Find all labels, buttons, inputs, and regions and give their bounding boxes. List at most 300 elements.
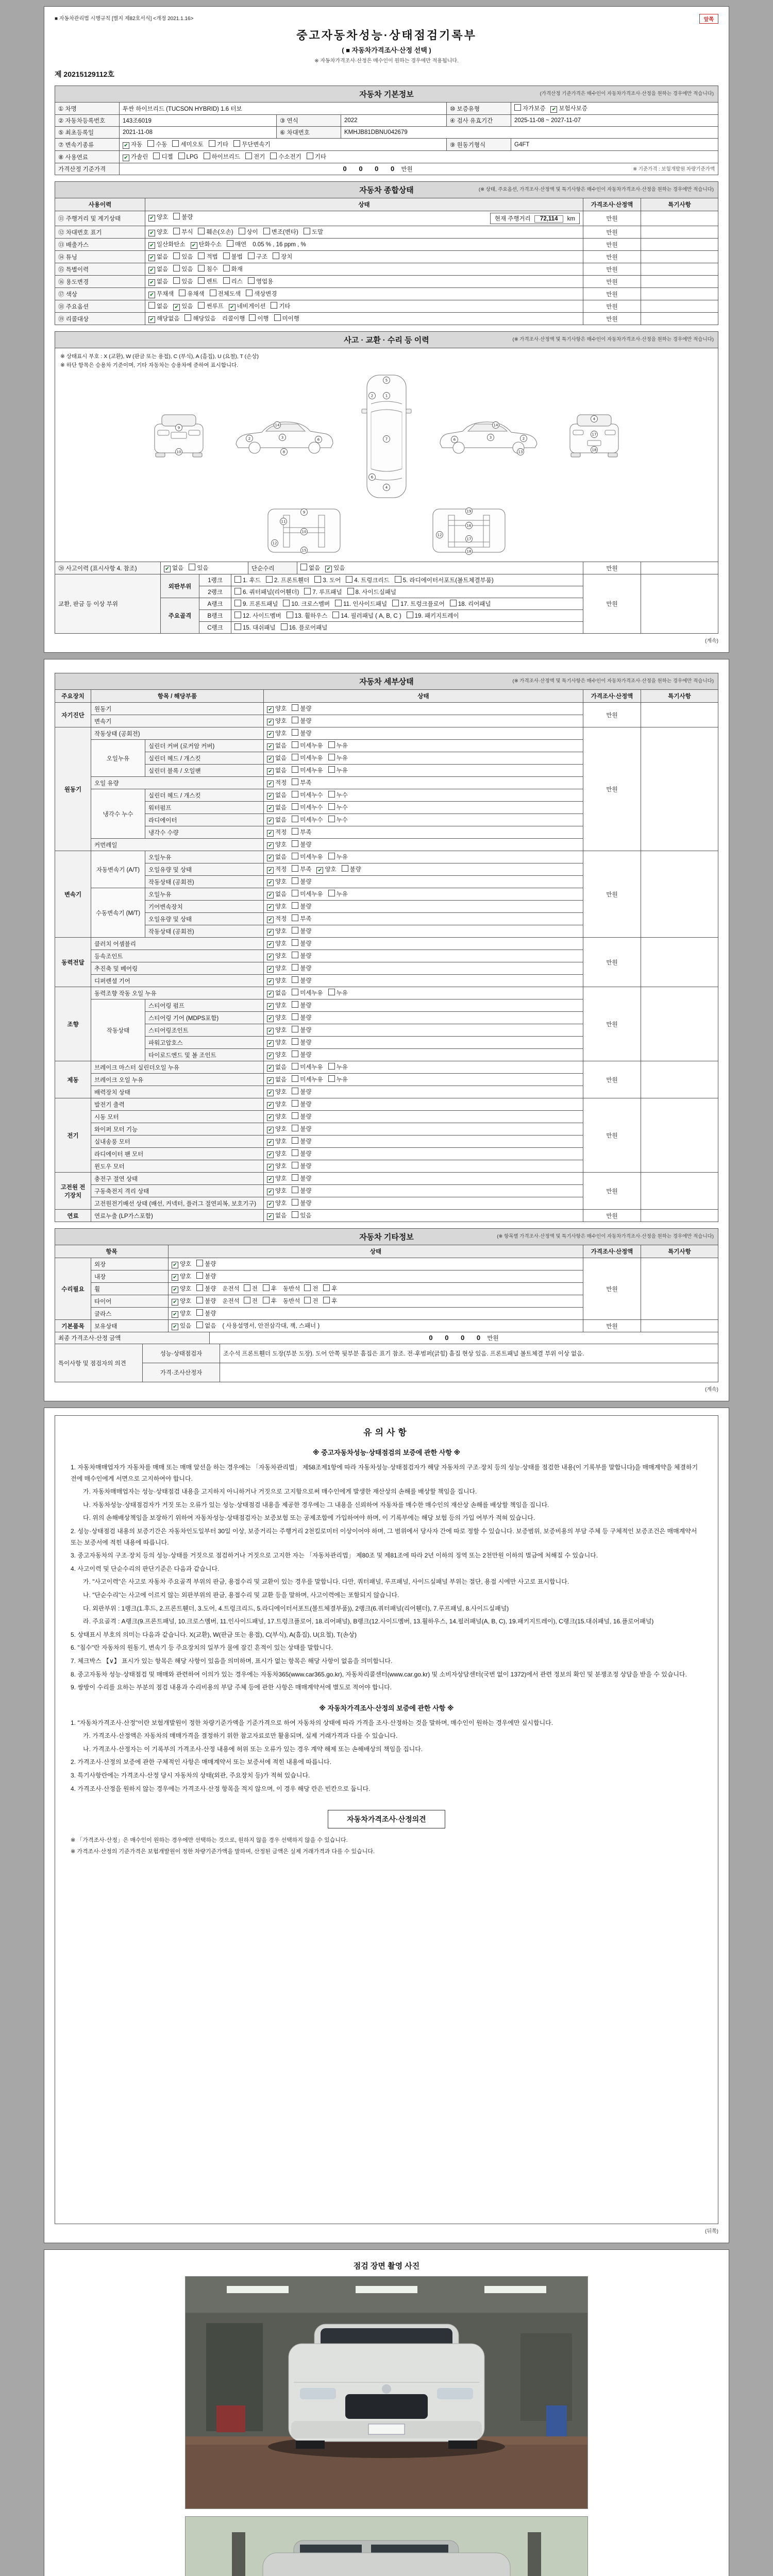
checkbox-후[interactable]: 후 [323,1284,337,1293]
checkbox-1. 후드[interactable]: 1. 후드 [234,576,261,584]
checkbox-불량[interactable]: 불량 [292,840,311,849]
checkbox-부족[interactable]: 부족 [292,914,311,923]
checkbox-무단변속기[interactable]: 무단변속기 [233,140,271,148]
checkbox-불량[interactable]: 불량 [196,1297,216,1305]
checkbox-있음[interactable]: 있음 [189,564,208,572]
checkbox-불량[interactable]: 불량 [292,877,311,886]
checkbox-없음[interactable]: ✔ 없음 [267,853,287,861]
checkbox-양호[interactable]: ✔ 양호 [267,1038,287,1047]
checkbox-미세누유[interactable]: 미세누유 [292,766,323,774]
checkbox-누유[interactable]: 누유 [328,741,348,750]
checkbox-양호[interactable]: ✔ 양호 [267,964,287,973]
car-diagram-side-right [435,416,543,457]
checkbox-네비게이션[interactable]: ✔ 네비게이션 [229,302,266,311]
checkbox-침수[interactable]: 침수 [198,265,217,273]
checkbox-불량[interactable]: 불량 [292,1137,311,1145]
checkbox-불량[interactable]: 불량 [292,964,311,972]
checkbox-4. 트렁크리드[interactable]: 4. 트렁크리드 [346,576,389,584]
box-note: ※ 「가격조사·산정」은 매수인이 원하는 경우에만 선택하는 것으로, 원하지 않을 경우 선택하지 않을 수 있습니다. [71,1837,348,1844]
checkbox-양호[interactable]: ✔ 양호 [172,1284,191,1293]
photo-section-title: 점검 장면 촬영 사진 [353,2262,420,2270]
svg-text:1: 1 [385,394,388,398]
svg-text:14: 14 [493,423,498,428]
checkbox-없음[interactable]: ✔ 없음 [148,265,168,274]
checkbox-리스[interactable]: 리스 [223,277,243,285]
notice-item: 나. 자동차성능·상태점검자가 거짓 또는 오류가 있는 성능·상태점검 내용을 제공한 경우에는 그 내용을 신뢰하여 자동차를 매수한 매수인의 재산상 손해를 배상할 책임을 집니다. [83,1501,549,1509]
checkbox-17. 트렁크플로어[interactable]: 17. 트렁크플로어 [392,600,445,608]
checkbox-자가보증[interactable]: 자가보증 [514,104,545,112]
checkbox-전[interactable]: 전 [304,1297,318,1305]
checkbox-불량[interactable]: 불량 [292,952,311,960]
page-4 [44,2249,729,2576]
checkbox-불량[interactable]: 불량 [292,1050,311,1059]
page-3 [44,1408,729,2243]
checkbox-미세누유[interactable]: 미세누유 [292,1063,323,1071]
checkbox-불량[interactable]: 불량 [292,1125,311,1133]
checkbox-불법[interactable]: 불법 [223,252,243,261]
table-row: 변속기 ✔ 양호 불량 [55,715,718,727]
car-diagram-front [145,411,212,462]
checkbox-누유[interactable]: 누유 [328,890,348,898]
notices-box [55,1415,718,2224]
section-basic-note: (가격산정 기준가격은 매수인이 자동차가격조사·산정을 원하는 경우에만 적습니다) [540,91,714,97]
checkbox-불량[interactable]: 불량 [292,729,311,737]
table-row: 오일유량 및 상태 ✔ 적정 부족 [55,913,718,925]
checkbox-양호[interactable]: ✔ 양호 [267,976,287,985]
section-history-title: 사고 · 교환 · 수리 등 이력 [344,336,429,345]
checkbox-13. 휠하우스[interactable]: 13. 휠하우스 [287,612,328,620]
checkbox-불량[interactable]: 불량 [292,1013,311,1022]
section-basic-header [55,86,718,103]
notice-item: 다. 위의 손해배상책임을 보장하기 위하여 자동차성능·상태점검자는 보증보험 또는 공제조합에 가입하여야 하며, 이 기록부에는 해당 보험 등의 가입 여부가 적혀 있습니다. [83,1514,535,1522]
checkbox-적정[interactable]: ✔ 적정 [267,828,287,837]
svg-text:17: 17 [592,432,597,437]
checkbox-적정[interactable]: ✔ 적정 [267,778,287,787]
checkbox-누수[interactable]: 누수 [328,803,348,811]
checkbox-해당있음[interactable]: 해당있음 [184,314,215,323]
checkbox-수동[interactable]: 수동 [147,140,167,148]
final-price-value: 0 0 0 0 만원 [210,1332,718,1344]
opinion-label: 특이사항 및 점검자의 의견 [55,1344,143,1382]
checkbox-무채색[interactable]: ✔ 무채색 [148,290,174,298]
first-registration-label: ⑤ 최초등록일 [55,127,120,139]
checkbox-있음[interactable]: 있음 [173,265,193,273]
document-number: 제 20215129112호 [55,70,114,78]
inspection-period-label: ④ 검사 유효기간 [447,115,511,127]
table-row: 2랭크 6. 쿼터패널(리어휀더) 7. 루프패널 8. 사이드실패널 [55,586,718,598]
checkbox-있음[interactable]: ✔ 있음 [173,302,193,311]
checkbox-7. 루프패널[interactable]: 7. 루프패널 [304,588,342,596]
checkbox-양호[interactable]: ✔ 양호 [267,877,287,886]
checkbox-적정[interactable]: ✔ 적정 [267,914,287,923]
checkbox-없음[interactable]: ✔ 없음 [267,803,287,812]
checkbox-변조(변타)[interactable]: 변조(변타) [263,228,298,236]
checkbox-있음[interactable]: 있음 [173,252,193,261]
checkbox-양호[interactable]: ✔ 양호 [267,1088,287,1096]
svg-text:12: 12 [437,533,442,537]
checkbox-미세누수[interactable]: 미세누수 [292,816,323,824]
svg-text:9: 9 [303,510,306,515]
notice-item: 4. 가격조사·산정을 원하지 않는 경우에는 가격조사·산정 항목을 적지 않으며, 이 경우 해당 란은 빈칸으로 둡니다. [71,1785,371,1792]
table-row: 디퍼렌셜 기어 ✔ 양호 불량 [55,975,718,987]
transmission-checks [120,139,447,151]
svg-text:5: 5 [385,378,388,383]
checkbox-불량[interactable]: 불량 [292,1187,311,1195]
car-diagram-underbody-rear [425,505,513,556]
checkbox-양호[interactable]: ✔ 양호 [267,1174,287,1183]
checkbox-기타[interactable]: 기타 [307,152,326,161]
checkbox-적법[interactable]: 적법 [198,252,217,261]
section-basic-title: 자동차 기본정보 [359,90,414,99]
checkbox-불량[interactable]: 불량 [292,927,311,935]
checkbox-없음[interactable]: ✔ 없음 [267,1075,287,1084]
checkbox-렌트[interactable]: 렌트 [198,277,217,285]
checkbox-없음[interactable]: ✔ 없음 [148,252,168,261]
checkbox-누유[interactable]: 누유 [328,766,348,774]
checkbox-있음[interactable]: ✔ 있음 [325,564,345,572]
base-price-value: 0 0 0 0 만원 ※ 기준가격 : 보험개발원 차량기준가액 [120,163,718,175]
checkbox-하이브리드[interactable]: 하이브리드 [204,152,241,161]
table-row: 기본품목 보유상태 ✔ 있음 없음 ( 사용설명서, 안전삼각대, 잭, 스패너 ) 만원 [55,1320,718,1332]
checkbox-불량[interactable]: 불량 [292,976,311,985]
checkbox-6. 쿼터패널(리어휀더)[interactable]: 6. 쿼터패널(리어휀더) [234,588,299,596]
checkbox-불량[interactable]: 불량 [292,717,311,725]
etc-header-state: 상태 [169,1245,583,1258]
table-row: ⑮ 특별이력 ✔ 없음 있음 침수 화재 만원 [55,263,718,276]
checkbox-누유[interactable]: 누유 [328,989,348,997]
checkbox-매연[interactable]: 매연 [227,240,246,248]
checkbox-8. 사이드실패널[interactable]: 8. 사이드실패널 [347,588,396,596]
basic-info-table [55,102,718,175]
section-etc-note: (※ 항목별 가격조사·산정액 및 특기사항은 매수인이 자동차가격조사·산정을 원하는 경우에만 적습니다) [497,1233,714,1240]
checkbox-양호[interactable]: ✔ 양호 [267,717,287,725]
form-reference: ■ 자동차관리법 시행규칙 [별지 제82호서식] <개정 2021.1.16> [55,16,194,22]
table-row: 시동 모터 ✔ 양호 불량 [55,1111,718,1123]
checkbox-양호[interactable]: ✔ 양호 [316,865,336,874]
table-row: C랭크 15. 대쉬패널 16. 플로어패널 [55,622,718,634]
table-row: 실린더 블록 / 오일팬 ✔ 없음 미세누유 누유 [55,765,718,777]
checkbox-전기[interactable]: 전기 [245,152,265,161]
checkbox-누유[interactable]: 누유 [328,754,348,762]
checkbox-양호[interactable]: ✔ 양호 [267,1199,287,1208]
notice-item: 1. "자동차가격조사·산정"이란 보험개발원이 정한 차량기준가액을 기준가격으로 하여 자동차의 상태에 따라 가격을 조사·산정하는 것을 말하며, 매수인이 원하는 경우에만 실시합니다. [71,1719,553,1726]
checkbox-9. 프론트패널[interactable]: 9. 프론트패널 [234,600,278,608]
checkbox-적정[interactable]: ✔ 적정 [267,865,287,874]
checkbox-기타[interactable]: 기타 [271,302,290,310]
checkbox-없음[interactable]: ✔ 없음 [267,766,287,775]
simple-repair-label: 단순수리 [248,562,297,574]
etc-info-table [55,1245,718,1332]
checkbox-양호[interactable]: ✔ 양호 [267,1125,287,1133]
checkbox-없음[interactable]: ✔ 없음 [267,890,287,899]
checkbox-불량[interactable]: 불량 [342,865,361,873]
checkbox-훼손(오손)[interactable]: 훼손(오손) [198,228,233,236]
svg-text:15: 15 [301,548,307,553]
model-year-label: ③ 연식 [277,115,341,127]
checkbox-양호[interactable]: ✔ 양호 [267,927,287,936]
table-row [55,562,718,574]
checkbox-없음[interactable]: ✔ 없음 [267,989,287,997]
checkbox-불량[interactable]: 불량 [292,1149,311,1158]
table-row: 수리필요 외장 ✔ 양호 불량 만원 [55,1258,718,1270]
checkbox-양호[interactable]: ✔ 양호 [267,1100,287,1109]
table-row: 오일 유량 ✔ 적정 부족 [55,777,718,789]
checkbox-후[interactable]: 후 [263,1297,277,1305]
checkbox-불량[interactable]: 불량 [292,1100,311,1108]
checkbox-양호[interactable]: ✔ 양호 [267,840,287,849]
checkbox-구조[interactable]: 구조 [248,252,267,261]
checkbox-불량[interactable]: 불량 [196,1260,216,1268]
checkbox-미세누유[interactable]: 미세누유 [292,989,323,997]
checkbox-장치[interactable]: 장치 [273,252,292,261]
checkbox-누수[interactable]: 누수 [328,791,348,799]
accident-history-table [55,562,718,574]
checkbox-미세누수[interactable]: 미세누수 [292,803,323,811]
checkbox-양호[interactable]: ✔ 양호 [172,1260,191,1268]
checkbox-불량[interactable]: 불량 [292,1088,311,1096]
checkbox-양호[interactable]: ✔ 양호 [267,1137,287,1146]
checkbox-양호[interactable]: ✔ 양호 [267,952,287,960]
table-row: 실린더 헤드 / 개스킷 ✔ 없음 미세누유 누유 [55,752,718,765]
inspector-role-label: 성능·상태점검자 [143,1344,220,1363]
checkbox-미세누수[interactable]: 미세누수 [292,791,323,799]
checkbox-전[interactable]: 전 [304,1284,318,1293]
checkbox-탄화수소[interactable]: ✔ 탄화수소 [191,240,222,249]
checkbox-양호[interactable]: ✔ 양호 [267,1187,287,1195]
checkbox-상이[interactable]: 상이 [239,228,258,236]
table-row: 브레이크 오일 누유 ✔ 없음 미세누유 누유 [55,1074,718,1086]
checkbox-미세누유[interactable]: 미세누유 [292,741,323,750]
detail-header-price: 가격조사·산정액 [583,690,641,703]
checkbox-불량[interactable]: 불량 [196,1284,216,1293]
checkbox-유채색[interactable]: 유채색 [179,290,204,298]
checkbox-18. 리어패널[interactable]: 18. 리어패널 [450,600,491,608]
notice-item: 5. 상태표시 부호의 의미는 다음과 같습니다. X(교환), W(판금 또는 용접), C(부식), A(흠집), U(요철), T(손상) [71,1631,357,1638]
checkbox-양호[interactable]: ✔ 양호 [267,939,287,948]
checkbox-이행[interactable]: 이행 [249,314,268,323]
svg-text:6: 6 [453,437,456,442]
svg-text:18: 18 [466,549,472,554]
checkbox-15. 대쉬패널[interactable]: 15. 대쉬패널 [234,623,276,632]
checkbox-일산화탄소[interactable]: ✔ 일산화탄소 [148,240,186,249]
svg-text:17: 17 [466,537,472,541]
checkbox-후[interactable]: 후 [323,1297,337,1305]
table-row: 오일누유 실린더 커버 (로커암 커버) ✔ 없음 미세누유 누유 [55,740,718,752]
checkbox-색상변경[interactable]: 색상변경 [246,290,277,298]
table-header-row [55,690,718,703]
checkbox-없음[interactable]: ✔ 없음 [267,754,287,762]
checkbox-없음[interactable]: ✔ 없음 [267,1063,287,1072]
checkbox-부식[interactable]: 부식 [173,228,193,236]
checkbox-불량[interactable]: 불량 [292,1112,311,1121]
final-price-label: 최종 가격조사·산정 금액 [55,1332,210,1344]
section-detail-title: 자동차 세부상태 [359,677,414,686]
checkbox-12. 사이드멤버[interactable]: 12. 사이드멤버 [234,612,281,620]
checkbox-썬루프[interactable]: 썬루프 [198,302,223,310]
checkbox-불량[interactable]: 불량 [196,1309,216,1317]
final-price-table [55,1332,718,1344]
checkbox-불량[interactable]: 불량 [292,939,311,947]
notices-section-heading: ※ 자동차가격조사·산정의 보증에 관한 사항 ※ [319,1704,454,1712]
checkbox-영업용[interactable]: 영업용 [248,277,273,285]
checkbox-16. 플로어패널[interactable]: 16. 플로어패널 [281,623,328,632]
checkbox-미세누유[interactable]: 미세누유 [292,754,323,762]
checkbox-부족[interactable]: 부족 [292,865,311,873]
notice-item: 가. 가격조사·산정액은 자동차의 매매가격을 결정하기 위한 참고자료로만 활용되며, 실제 거래가격과 다를 수 있습니다. [83,1732,398,1740]
table-row: 조향 동력조향 작동 오일 누유 ✔ 없음 미세누유 누유 만원 [55,987,718,999]
svg-text:3: 3 [489,435,492,440]
checkbox-미이행[interactable]: 미이행 [274,314,299,323]
table-row [55,1363,718,1382]
odometer-box: 현재 주행거리 72,114 km [490,213,580,224]
checkbox-기타[interactable]: 기타 [209,140,228,148]
table-row: 등속조인트 ✔ 양호 불량 [55,950,718,962]
table-row: 오일유량 및 상태 ✔ 적정 부족 ✔ 양호 불량 [55,863,718,876]
checkbox-해당없음[interactable]: ✔ 해당없음 [148,314,179,323]
checkbox-11. 인사이드패널[interactable]: 11. 인사이드패널 [335,600,387,608]
checkbox-누수[interactable]: 누수 [328,816,348,824]
checkbox-있음[interactable]: 있음 [292,1211,311,1219]
checkbox-불량[interactable]: 불량 [292,1026,311,1034]
checkbox-양호[interactable]: ✔ 양호 [267,1050,287,1059]
checkbox-양호[interactable]: ✔ 양호 [267,1149,287,1158]
checkbox-양호[interactable]: ✔ 양호 [172,1309,191,1318]
checkbox-없음[interactable]: ✔ 없음 [148,277,168,286]
checkbox-보험사보증[interactable]: ✔ 보험사보증 [550,104,587,113]
checkbox-양호[interactable]: ✔ 양호 [267,704,287,713]
checkbox-없음[interactable]: ✔ 없음 [267,1211,287,1220]
checkbox-없음[interactable]: ✔ 없음 [267,791,287,800]
overall-header-price: 가격조사·산정액 [583,198,641,211]
checkbox-2. 프론트휀더[interactable]: 2. 프론트휀더 [266,576,309,584]
table-header-row [55,1245,718,1258]
table-row: 스티어링 기어 (MDPS포함) ✔ 양호 불량 [55,1012,718,1024]
checkbox-있음[interactable]: 있음 [173,277,193,285]
table-row: 동력전달 클러치 어셈블리 ✔ 양호 불량 만원 [55,938,718,950]
checkbox-가솔린[interactable]: ✔ 가솔린 [123,152,148,161]
checkbox-수소전기[interactable]: 수소전기 [270,152,301,161]
fuel-label: ⑧ 사용연료 [55,151,120,163]
checkbox-전[interactable]: 전 [244,1284,258,1293]
checkbox-전[interactable]: 전 [244,1297,258,1305]
inspector-opinion-text: 조수석 프론트휀더 도장(부분 도장). 도어 안쪽 뒷부분 흠집은 표기 참조. 전·후범퍼(긁힘) 흠집 현상 있음. 프론트패널 볼트체결 부위 이상 없음. [220,1344,718,1363]
checkbox-불량[interactable]: 불량 [196,1272,216,1280]
checkbox-양호[interactable]: ✔ 양호 [148,228,168,236]
table-row: 주요골격 A랭크 9. 프론트패널 10. 크로스멤버 11. 인사이드패널 17. 트렁크플로어 18. 리어패널 [55,598,718,610]
table-row: 추진축 및 베어링 ✔ 양호 불량 [55,962,718,975]
diagram-basis-note: ※ 하단 항목은 승용차 기준이며, 기타 자동차는 승용차에 준하여 표시합니다. [60,362,239,368]
table-row: 변속기 자동변속기 (A/T) 오일누유 ✔ 없음 미세누유 누유 만원 [55,851,718,863]
table-row: 휠 ✔ 양호 불량 운전석 전 후 동반석 전 후 [55,1283,718,1295]
engine-type-label: ⑨ 원동기형식 [447,139,511,151]
checkbox-누유[interactable]: 누유 [328,853,348,861]
section-detail-header [55,673,718,690]
checkbox-화재[interactable]: 화재 [223,265,243,273]
checkbox-3. 도어[interactable]: 3. 도어 [314,576,341,584]
checkbox-자동[interactable]: ✔ 자동 [123,140,142,149]
checkbox-5. 라디에이터서포트(볼트체결부품)[interactable]: 5. 라디에이터서포트(볼트체결부품) [395,576,494,584]
checkbox-전체도색[interactable]: 전체도색 [210,290,241,298]
checkbox-19. 패키지트레이[interactable]: 19. 패키지트레이 [407,612,459,620]
checkbox-누유[interactable]: 누유 [328,1075,348,1083]
etc-header-price: 가격조사·산정액 [583,1245,641,1258]
checkbox-없음[interactable]: ✔ 없음 [267,816,287,824]
svg-text:10: 10 [301,530,307,534]
checkbox-불량[interactable]: 불량 [292,1001,311,1009]
panel-exchange-table [55,574,718,634]
checkbox-불량[interactable]: 불량 [173,213,193,221]
table-row: 글라스 ✔ 양호 불량 [55,1308,718,1320]
section-overall-note: (※ 상태, 주요옵션, 가격조사·산정액 및 특기사항은 매수인이 자동차가격조사·산정을 원하는 경우에만 적습니다) [478,187,714,193]
checkbox-LPG[interactable]: LPG [178,152,198,160]
checkbox-불량[interactable]: 불량 [292,1162,311,1170]
table-row: ⑭ 튜닝 ✔ 없음 있음 적법 불법 구조 장치 만원 [55,251,718,263]
checkbox-양호[interactable]: ✔ 양호 [267,1013,287,1022]
checkbox-불량[interactable]: 불량 [292,1038,311,1046]
checkbox-있음[interactable]: ✔ 있음 [172,1321,191,1330]
checkbox-양호[interactable]: ✔ 양호 [267,729,287,738]
checkbox-불량[interactable]: 불량 [292,1199,311,1207]
checkbox-불량[interactable]: 불량 [292,1174,311,1182]
checkbox-미세누유[interactable]: 미세누유 [292,1075,323,1083]
checkbox-후[interactable]: 후 [263,1284,277,1293]
checkbox-누유[interactable]: 누유 [328,1063,348,1071]
checkbox-불량[interactable]: 불량 [292,902,311,910]
table-row: 냉각수 누수 실린더 헤드 / 개스킷 ✔ 없음 미세누수 누수 [55,789,718,802]
warranty-type-label: ⑩ 보증유형 [447,103,511,115]
table-row [55,1332,718,1344]
checkbox-14. 필러패널 ( A, B, C )[interactable]: 14. 필러패널 ( A, B, C ) [332,612,401,620]
checkbox-미세누유[interactable]: 미세누유 [292,853,323,861]
checkbox-없음[interactable]: ✔ 없음 [164,564,183,572]
inline-text: 동반석 [282,1298,300,1304]
checkbox-양호[interactable]: ✔ 양호 [267,1026,287,1035]
inspection-photo-front [185,2276,588,2509]
checkbox-양호[interactable]: ✔ 양호 [267,1162,287,1171]
checkbox-양호[interactable]: ✔ 양호 [172,1297,191,1306]
checkbox-부족[interactable]: 부족 [292,778,311,787]
table-row [55,115,718,127]
model-year-value: 2022 [341,115,447,127]
checkbox-없음[interactable]: 없음 [300,564,320,572]
checkbox-디젤[interactable]: 디젤 [153,152,173,161]
checkbox-없음[interactable]: 없음 [148,302,168,310]
checkbox-양호[interactable]: ✔ 양호 [267,1001,287,1010]
checkbox-양호[interactable]: ✔ 양호 [148,213,168,222]
checkbox-양호[interactable]: ✔ 양호 [172,1272,191,1281]
detail-header-state: 상태 [264,690,583,703]
checkbox-양호[interactable]: ✔ 양호 [267,902,287,911]
checkbox-도말[interactable]: 도말 [304,228,323,236]
svg-text:3: 3 [281,435,284,440]
checkbox-10. 크로스멤버[interactable]: 10. 크로스멤버 [283,600,330,608]
section-etc-title: 자동차 기타정보 [359,1233,414,1242]
svg-text:18: 18 [592,448,597,452]
notice-item: 라. 주요골격 : A랭크(9.프론트패널, 10.크로스멤버, 11.인사이드패널, 17.트렁크플로어, 18.리어패널), B랭크(12.사이드멤버, 13.휠하우스, 14.필러패널(A, B, C), 19.패키지트레이), C랭크(15.대쉬패널, 16.플로어패널) [83,1618,654,1625]
checkbox-없음[interactable]: ✔ 없음 [267,741,287,750]
detail-condition-table [55,689,718,1222]
table-row [55,1344,718,1363]
checkbox-세미오토[interactable]: 세미오토 [172,140,203,148]
checkbox-부족[interactable]: 부족 [292,828,311,836]
checkbox-없음[interactable]: 없음 [196,1321,216,1330]
checkbox-불량[interactable]: 불량 [292,704,311,713]
checkbox-양호[interactable]: ✔ 양호 [267,1112,287,1121]
svg-text:6: 6 [317,437,320,442]
checkbox-미세누유[interactable]: 미세누유 [292,890,323,898]
notice-item: 7. 체크박스 【∨】 표시가 있는 항목은 해당 사항이 있음을 의미하며, 표시가 없는 항목은 해당 사항이 없음을 의미합니다. [71,1657,393,1665]
notice-item: 4. 사고이력 및 단순수리의 판단기준은 다음과 같습니다. [71,1565,220,1572]
